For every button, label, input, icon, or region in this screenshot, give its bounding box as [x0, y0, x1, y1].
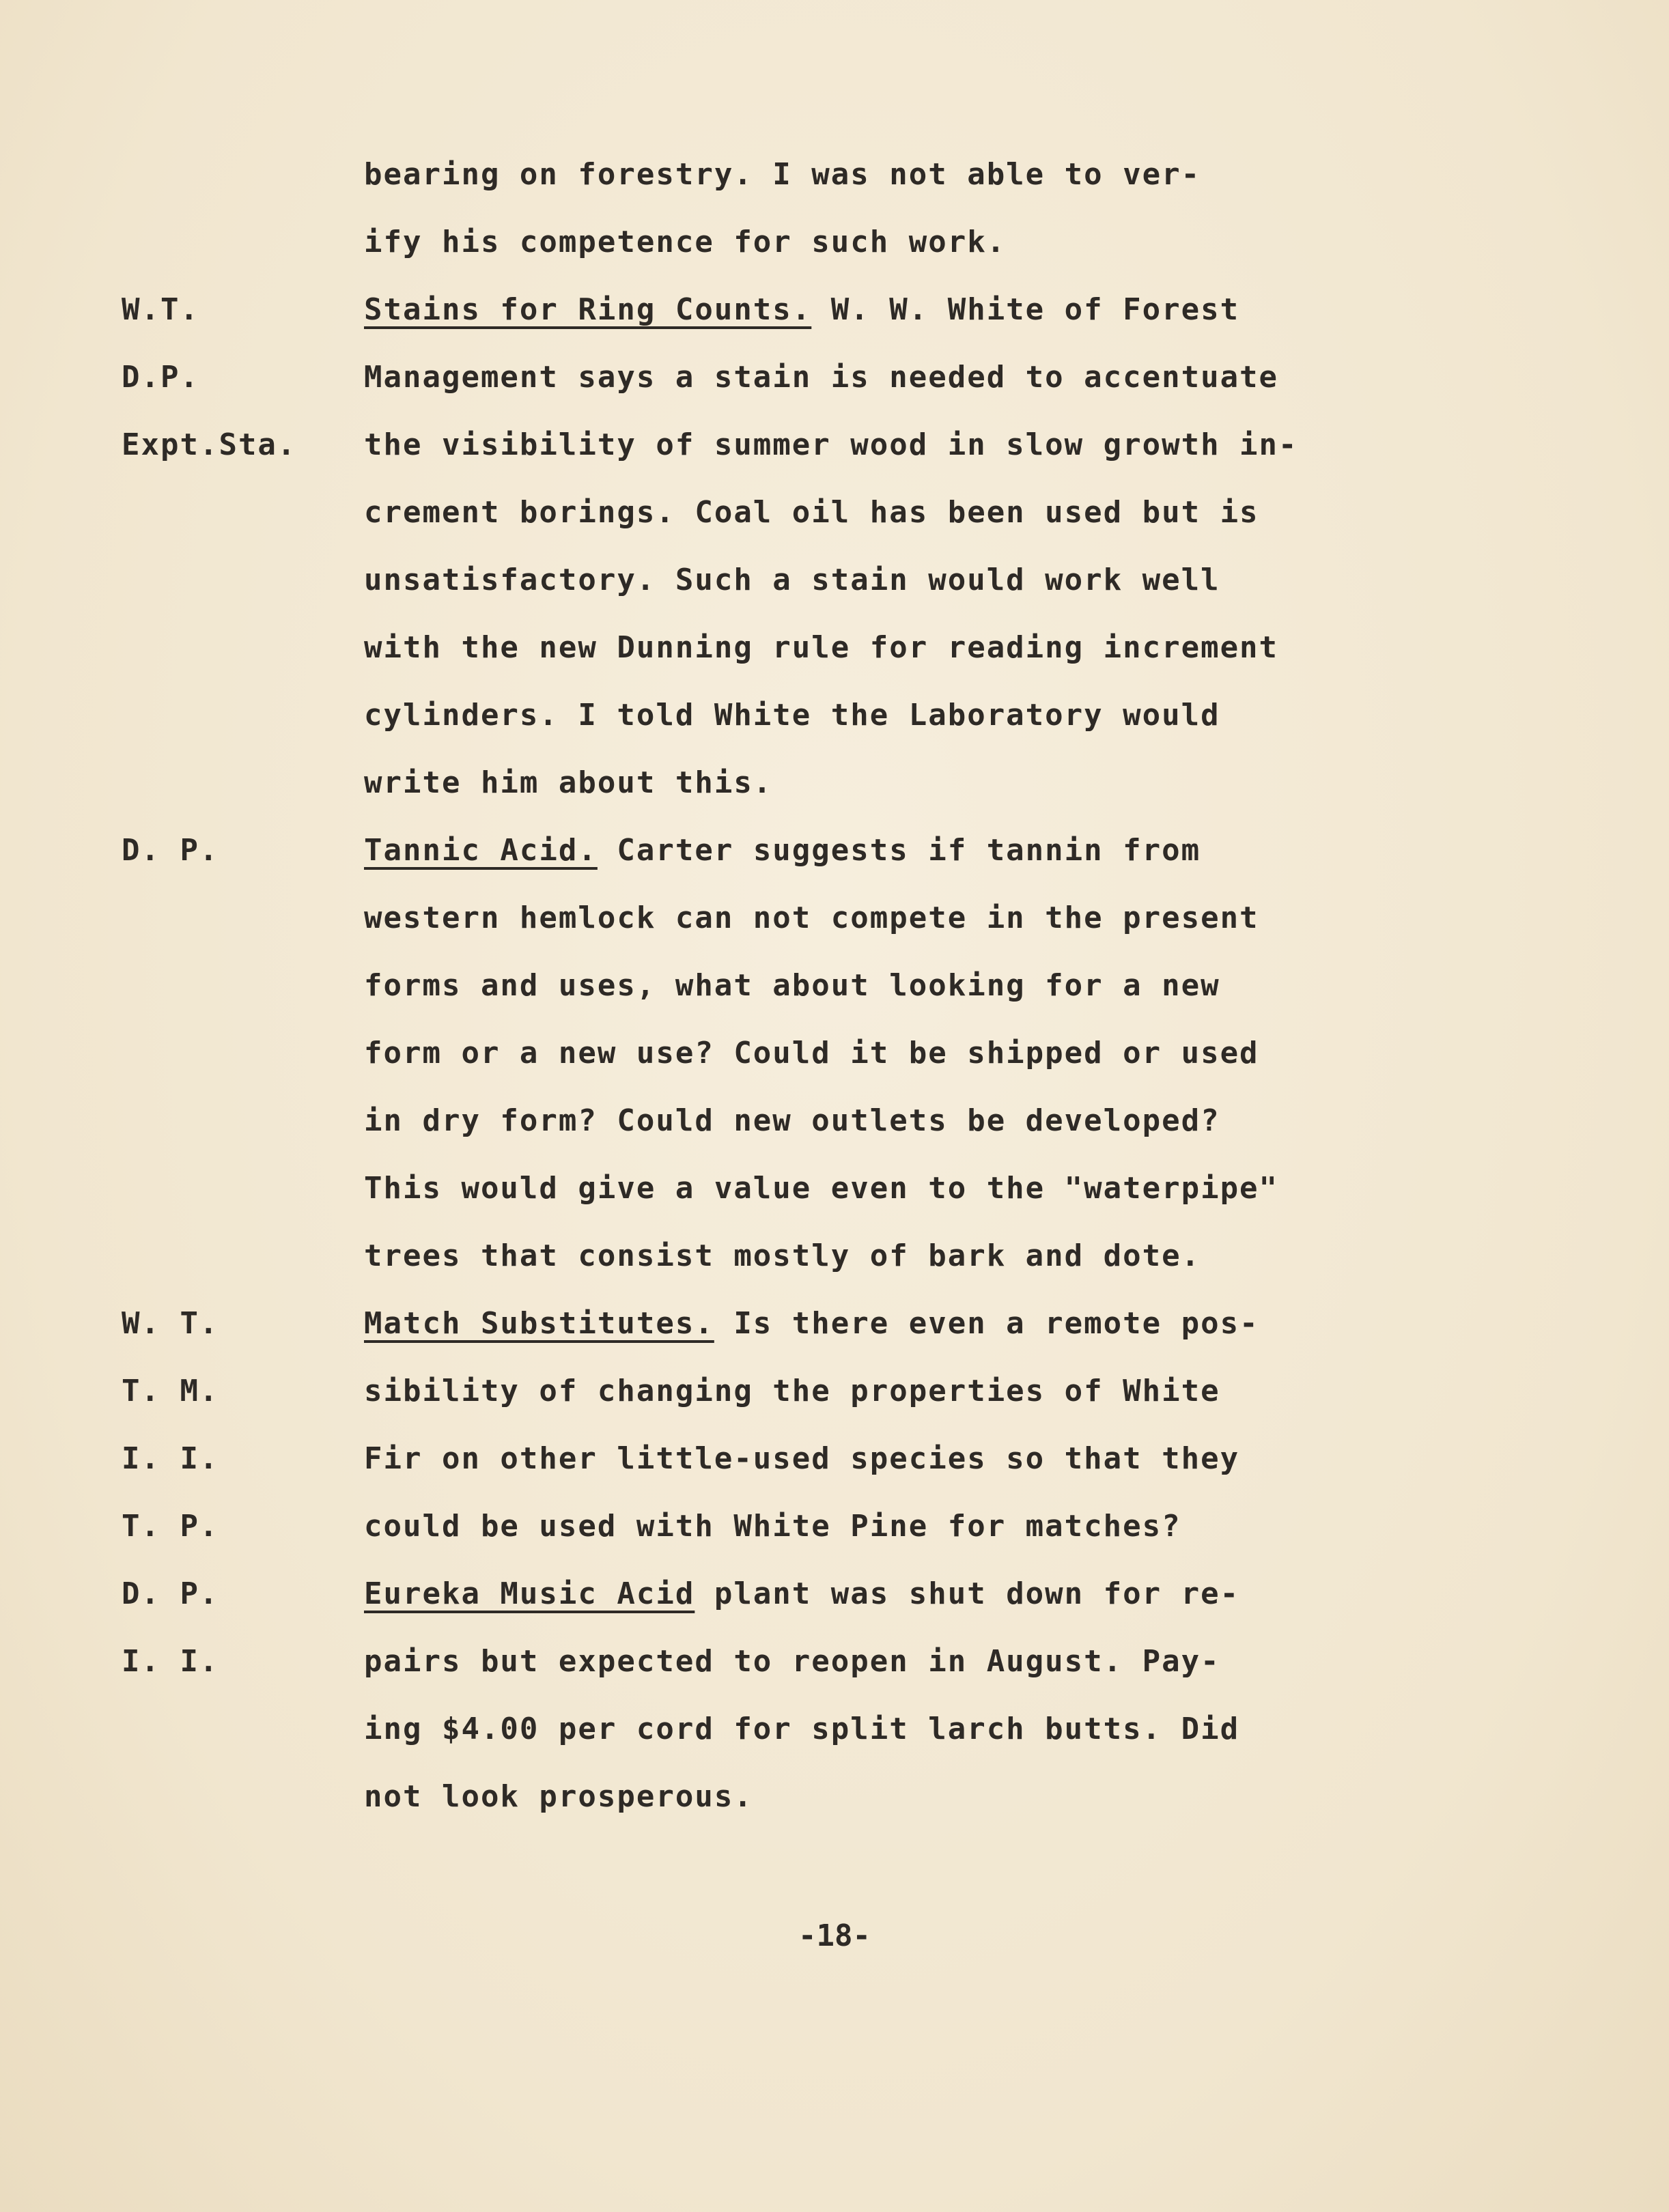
text-line [0, 1576, 1669, 1645]
margin-note: D. P. [122, 1576, 219, 1611]
text-line [0, 495, 1669, 563]
text-line [0, 1441, 1669, 1509]
line-text: could be used with White Pine for matches? [364, 1509, 1181, 1544]
body-text [364, 157, 1201, 192]
section-heading: Tannic Acid. [364, 833, 598, 868]
text-line [0, 630, 1669, 698]
margin-note: T. M. [122, 1374, 219, 1408]
line-text: unsatisfactory. Such a stain would work well [364, 563, 1220, 597]
text-line [0, 1374, 1669, 1442]
body-text [364, 1036, 1259, 1070]
line-text: Is there even a remote pos- [714, 1306, 1259, 1341]
margin-note: D.P. [122, 360, 199, 395]
section-heading: Eureka Music Acid [364, 1576, 695, 1611]
line-text: form or a new use? Could it be shipped or used [364, 1036, 1259, 1070]
body-text [364, 1374, 1220, 1408]
line-text: pairs but expected to reopen in August. Pay- [364, 1644, 1220, 1679]
line-text: in dry form? Could new outlets be developed? [364, 1103, 1220, 1138]
line-text: not look prosperous. [364, 1779, 753, 1814]
text-line [0, 292, 1669, 360]
body-text [364, 495, 1259, 530]
body-text [364, 630, 1278, 665]
body-text [364, 1441, 1239, 1476]
body-text [364, 427, 1298, 462]
body-text [364, 1238, 1201, 1273]
text-line [0, 1779, 1669, 1847]
text-line [0, 563, 1669, 631]
text-line [0, 1036, 1669, 1104]
text-line [0, 1712, 1669, 1780]
section-heading: Stains for Ring Counts. [364, 292, 812, 327]
body-text [364, 360, 1278, 395]
page-number: -18- [798, 1918, 871, 1953]
line-text: with the new Dunning rule for reading increment [364, 630, 1279, 665]
margin-note: W.T. [122, 292, 199, 327]
body-text [364, 292, 1239, 327]
line-text: ify his competence for such work. [364, 225, 1007, 259]
margin-note: Expt.Sta. [122, 427, 297, 462]
line-text: sibility of changing the properties of White [364, 1374, 1220, 1408]
line-text: This would give a value even to the "waterpipe" [364, 1171, 1279, 1206]
line-text: trees that consist mostly of bark and dote. [364, 1238, 1201, 1273]
section-heading: Match Substitutes. [364, 1306, 714, 1341]
body-text [364, 563, 1220, 597]
text-line [0, 1644, 1669, 1712]
body-text [364, 765, 772, 800]
margin-note: D. P. [122, 833, 219, 868]
text-line [0, 1103, 1669, 1172]
line-text: write him about this. [364, 765, 773, 800]
text-line [0, 360, 1669, 428]
text-line [0, 157, 1669, 225]
margin-note: W. T. [122, 1306, 219, 1341]
text-line [0, 1171, 1669, 1239]
body-text [364, 225, 1006, 259]
body-text [364, 833, 1201, 868]
text-line [0, 225, 1669, 293]
line-text: plant was shut down for re- [695, 1576, 1240, 1611]
body-text [364, 1171, 1278, 1206]
text-line [0, 833, 1669, 901]
line-text: Carter suggests if tannin from [597, 833, 1201, 868]
text-line [0, 765, 1669, 834]
line-text: W. W. White of Forest [811, 292, 1240, 327]
body-text [364, 1306, 1259, 1341]
text-line [0, 427, 1669, 496]
text-line [0, 1238, 1669, 1307]
body-text [364, 968, 1220, 1003]
margin-note: I. I. [122, 1644, 219, 1679]
body-text [364, 1103, 1220, 1138]
body-text [364, 901, 1259, 935]
body-text [364, 1576, 1239, 1611]
margin-note: I. I. [122, 1441, 219, 1476]
line-text: the visibility of summer wood in slow growth in- [364, 427, 1298, 462]
margin-note: T. P. [122, 1509, 219, 1544]
line-text: Fir on other little-used species so that they [364, 1441, 1240, 1476]
body-text [364, 1644, 1220, 1679]
body-text [364, 1509, 1181, 1544]
line-text: ing $4.00 per cord for split larch butts. Did [364, 1712, 1240, 1746]
line-text: forms and uses, what about looking for a new [364, 968, 1220, 1003]
line-text: Management says a stain is needed to accentuate [364, 360, 1279, 395]
text-line [0, 901, 1669, 969]
line-text: crement borings. Coal oil has been used but is [364, 495, 1259, 530]
body-text [364, 1712, 1239, 1746]
text-line [0, 698, 1669, 766]
text-line [0, 1306, 1669, 1374]
text-line [0, 1509, 1669, 1577]
line-text: cylinders. I told White the Laboratory would [364, 698, 1220, 733]
line-text: bearing on forestry. I was not able to ver- [364, 157, 1201, 192]
body-text [364, 1779, 753, 1814]
text-line [0, 968, 1669, 1036]
line-text: western hemlock can not compete in the present [364, 901, 1259, 935]
body-text [364, 698, 1220, 733]
